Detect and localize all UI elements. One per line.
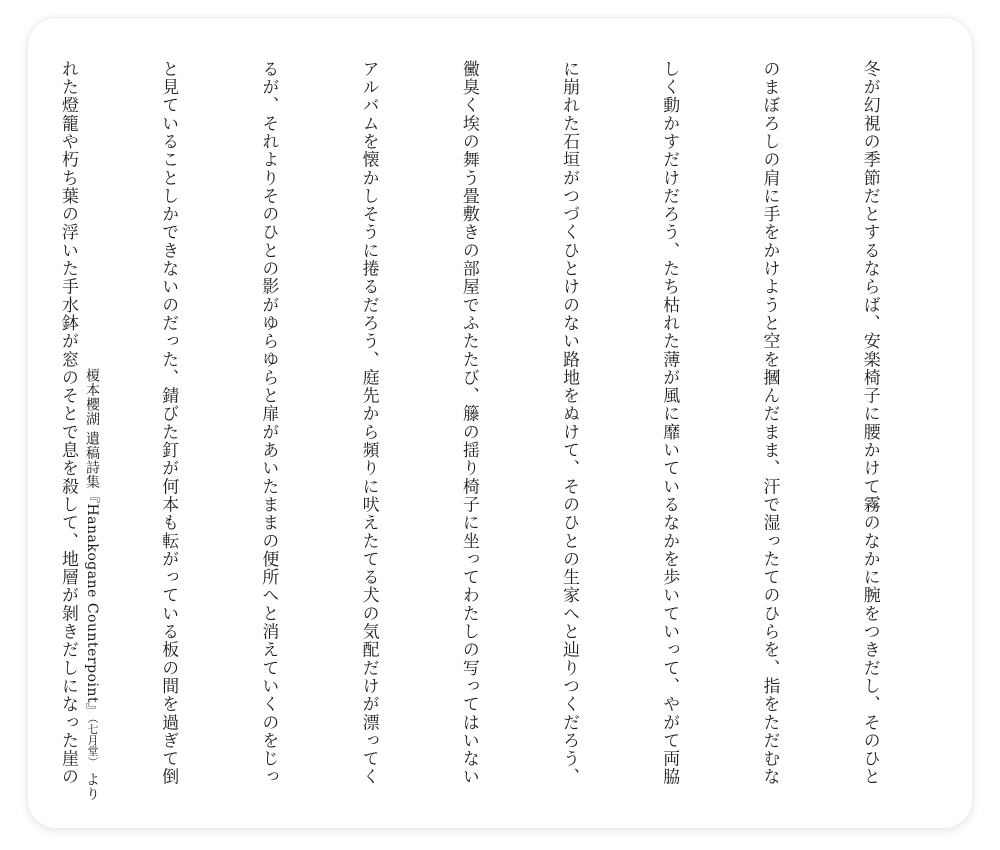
poem-line: 黴臭く埃の舞う畳敷きの部屋でふたたび、籐の揺り椅子に坐ってわたしの写ってはいない xyxy=(460,60,481,786)
poem-body xyxy=(0,60,954,786)
poem-line: 冬が幻視の季節だとするならば、安楽椅子に腰かけて霧のなかに腕をつきだし、そのひと xyxy=(861,60,882,786)
poem-line: れた燈籠や朽ち葉の浮いた手水鉢が窓のそとで息を殺して、地層が剝きだしになった崖の xyxy=(59,60,80,786)
poem-line: しく動かすだけだろう、たち枯れた薄が風に靡いているなかを歩いていって、やがて両脇 xyxy=(660,60,681,786)
poem-card xyxy=(28,18,972,828)
credit-title: 榎本櫻湖 遺稿詩集『Hanakogane Counterpoint』 xyxy=(84,368,100,718)
poem-line: のまぼろしの肩に手をかけようと空を摑んだまま、汗で湿ったてのひらを、指をただむな xyxy=(760,60,781,786)
credit-publisher: （七月堂） xyxy=(86,717,99,768)
credit-suffix: より xyxy=(84,772,100,802)
poem-line: るが、それよりそのひとの影がゆらゆらと扉があいたままの便所へと消えていくのをじっ xyxy=(259,60,280,786)
poem-line: に崩れた石垣がつづくひとけのない路地をぬけて、そのひとの生家へと辿りつくだろう、 xyxy=(560,60,581,786)
poem-line: と見ていることしかできないのだった、錆びた釘が何本も転がっている板の間を過ぎて倒 xyxy=(159,60,180,786)
source-credit xyxy=(82,368,102,801)
poem-line: アルバムを懐かしそうに捲るだろう、庭先から頻りに吠えたてる犬の気配だけが漂ってく xyxy=(360,60,381,786)
